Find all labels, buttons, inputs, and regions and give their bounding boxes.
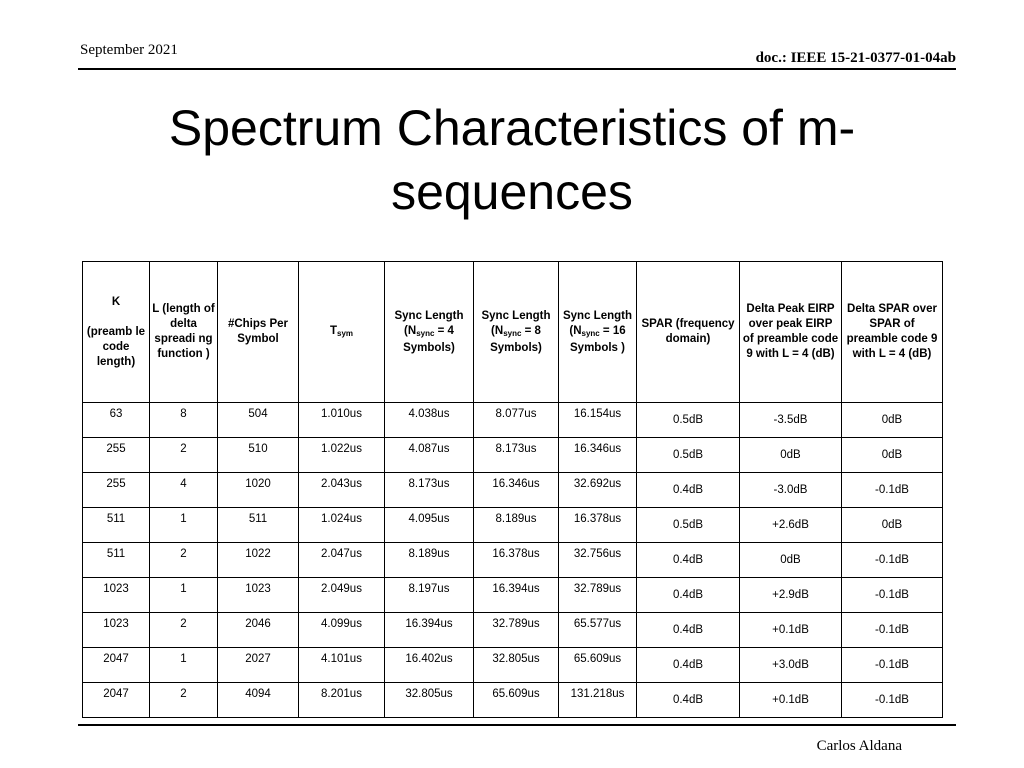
cell-l: 2 xyxy=(150,613,218,648)
cell-sync-4: 8.197us xyxy=(385,578,474,613)
header-delta-spar: Delta SPAR over SPAR of preamble code 9 with L = 4 (dB) xyxy=(842,262,943,403)
header-chips-per-symbol: #Chips Per Symbol xyxy=(218,262,299,403)
table-row xyxy=(83,543,943,578)
cell-tsym: 8.201us xyxy=(299,683,385,718)
cell-sync-16: 65.609us xyxy=(559,648,637,683)
footer-rule xyxy=(78,724,956,726)
cell-chips: 1023 xyxy=(218,578,299,613)
cell-l: 2 xyxy=(150,543,218,578)
header-sync-8-post: = 8 Symbols) xyxy=(490,324,542,354)
footer-author: Carlos Aldana xyxy=(816,738,902,754)
header-sync-4-pre: Sync Length (N xyxy=(394,309,464,337)
cell-delta-peak: +0.1dB xyxy=(740,613,842,648)
header-tsym-sub: sym xyxy=(337,328,354,338)
cell-spar: 0.5dB xyxy=(637,438,740,473)
header-k-label: K xyxy=(111,295,121,308)
cell-sync-8: 16.394us xyxy=(474,578,559,613)
header-spar: SPAR (frequency domain) xyxy=(637,262,740,403)
header-sync-4 xyxy=(385,262,474,403)
cell-spar: 0.4dB xyxy=(637,613,740,648)
cell-k: 1023 xyxy=(83,613,150,648)
cell-delta-peak: +2.9dB xyxy=(740,578,842,613)
table-row xyxy=(83,438,943,473)
cell-sync-8: 16.346us xyxy=(474,473,559,508)
cell-delta-spar: -0.1dB xyxy=(842,613,943,648)
cell-delta-spar: 0dB xyxy=(842,438,943,473)
cell-delta-peak: +2.6dB xyxy=(740,508,842,543)
spectrum-table xyxy=(82,261,943,718)
header-k xyxy=(83,262,150,403)
cell-chips: 2027 xyxy=(218,648,299,683)
header-sync-8-sub: sync xyxy=(503,328,522,338)
cell-sync-4: 8.173us xyxy=(385,473,474,508)
cell-tsym: 1.010us xyxy=(299,403,385,438)
cell-chips: 1020 xyxy=(218,473,299,508)
cell-tsym: 2.043us xyxy=(299,473,385,508)
cell-sync-16: 32.756us xyxy=(559,543,637,578)
cell-sync-16: 16.378us xyxy=(559,508,637,543)
cell-k: 511 xyxy=(83,543,150,578)
cell-sync-8: 16.378us xyxy=(474,543,559,578)
header-tsym xyxy=(299,262,385,403)
cell-delta-spar: -0.1dB xyxy=(842,578,943,613)
cell-delta-spar: 0dB xyxy=(842,508,943,543)
cell-sync-4: 4.095us xyxy=(385,508,474,543)
header-l: L (length of delta spreadi ng function ) xyxy=(150,262,218,403)
cell-tsym: 1.024us xyxy=(299,508,385,543)
cell-sync-4: 16.394us xyxy=(385,613,474,648)
cell-spar: 0.4dB xyxy=(637,648,740,683)
header-sync-16-sub: sync xyxy=(581,328,600,338)
cell-spar: 0.4dB xyxy=(637,683,740,718)
header-sync-16-pre: Sync Length (N xyxy=(562,309,632,337)
header-sync-4-sub: sync xyxy=(416,328,435,338)
cell-sync-16: 32.692us xyxy=(559,473,637,508)
cell-k: 511 xyxy=(83,508,150,543)
cell-l: 2 xyxy=(150,438,218,473)
table-row xyxy=(83,578,943,613)
header-sync-4-post: = 4 Symbols) xyxy=(403,324,455,354)
table-row xyxy=(83,683,943,718)
cell-k: 1023 xyxy=(83,578,150,613)
table-body xyxy=(83,403,943,718)
header-sync-16 xyxy=(559,262,637,403)
cell-chips: 2046 xyxy=(218,613,299,648)
cell-spar: 0.4dB xyxy=(637,543,740,578)
cell-k: 2047 xyxy=(83,648,150,683)
cell-l: 1 xyxy=(150,578,218,613)
cell-spar: 0.5dB xyxy=(637,403,740,438)
cell-chips: 1022 xyxy=(218,543,299,578)
cell-sync-16: 32.789us xyxy=(559,578,637,613)
cell-sync-16: 65.577us xyxy=(559,613,637,648)
cell-tsym: 4.101us xyxy=(299,648,385,683)
cell-chips: 504 xyxy=(218,403,299,438)
cell-delta-spar: -0.1dB xyxy=(842,683,943,718)
cell-sync-16: 131.218us xyxy=(559,683,637,718)
cell-l: 8 xyxy=(150,403,218,438)
header-delta-peak-eirp: Delta Peak EIRP over peak EIRP of preamble code 9 with L = 4 (dB) xyxy=(740,262,842,403)
cell-delta-spar: -0.1dB xyxy=(842,648,943,683)
cell-l: 2 xyxy=(150,683,218,718)
cell-sync-4: 8.189us xyxy=(385,543,474,578)
header-sync-16-post: = 16 Symbols ) xyxy=(570,324,626,354)
cell-sync-4: 4.087us xyxy=(385,438,474,473)
slide-title-line-1: Spectrum Characteristics of m- xyxy=(168,100,856,156)
cell-sync-8: 8.189us xyxy=(474,508,559,543)
cell-delta-peak: +3.0dB xyxy=(740,648,842,683)
table-row xyxy=(83,508,943,543)
cell-sync-8: 65.609us xyxy=(474,683,559,718)
cell-delta-peak: -3.5dB xyxy=(740,403,842,438)
header-date: September 2021 xyxy=(80,42,178,58)
header-sync-8-pre: Sync Length (N xyxy=(481,309,551,337)
cell-l: 1 xyxy=(150,508,218,543)
table-row xyxy=(83,648,943,683)
cell-delta-spar: -0.1dB xyxy=(842,543,943,578)
table-row xyxy=(83,403,943,438)
cell-tsym: 1.022us xyxy=(299,438,385,473)
cell-k: 63 xyxy=(83,403,150,438)
slide-title-line-2: sequences xyxy=(391,164,633,220)
cell-l: 4 xyxy=(150,473,218,508)
cell-sync-16: 16.346us xyxy=(559,438,637,473)
cell-tsym: 4.099us xyxy=(299,613,385,648)
cell-sync-4: 16.402us xyxy=(385,648,474,683)
cell-sync-4: 4.038us xyxy=(385,403,474,438)
cell-chips: 510 xyxy=(218,438,299,473)
cell-chips: 4094 xyxy=(218,683,299,718)
cell-spar: 0.5dB xyxy=(637,508,740,543)
cell-sync-4: 32.805us xyxy=(385,683,474,718)
cell-delta-peak: 0dB xyxy=(740,543,842,578)
cell-spar: 0.4dB xyxy=(637,578,740,613)
header-rule xyxy=(78,68,956,70)
table-row xyxy=(83,473,943,508)
header-tsym-base: T xyxy=(329,324,337,337)
cell-l: 1 xyxy=(150,648,218,683)
table-header-row xyxy=(83,262,943,403)
cell-sync-16: 16.154us xyxy=(559,403,637,438)
cell-k: 255 xyxy=(83,438,150,473)
cell-delta-peak: +0.1dB xyxy=(740,683,842,718)
table-row xyxy=(83,613,943,648)
cell-sync-8: 8.077us xyxy=(474,403,559,438)
cell-delta-spar: 0dB xyxy=(842,403,943,438)
header-k-desc: (preamb le code length) xyxy=(86,325,146,368)
cell-chips: 511 xyxy=(218,508,299,543)
slide-title xyxy=(60,96,964,224)
cell-k: 255 xyxy=(83,473,150,508)
cell-tsym: 2.047us xyxy=(299,543,385,578)
header-sync-8 xyxy=(474,262,559,403)
cell-sync-8: 32.805us xyxy=(474,648,559,683)
cell-k: 2047 xyxy=(83,683,150,718)
cell-delta-spar: -0.1dB xyxy=(842,473,943,508)
cell-tsym: 2.049us xyxy=(299,578,385,613)
cell-delta-peak: 0dB xyxy=(740,438,842,473)
cell-sync-8: 32.789us xyxy=(474,613,559,648)
header-doc-id: doc.: IEEE 15-21-0377-01-04ab xyxy=(755,50,956,66)
cell-spar: 0.4dB xyxy=(637,473,740,508)
cell-sync-8: 8.173us xyxy=(474,438,559,473)
cell-delta-peak: -3.0dB xyxy=(740,473,842,508)
